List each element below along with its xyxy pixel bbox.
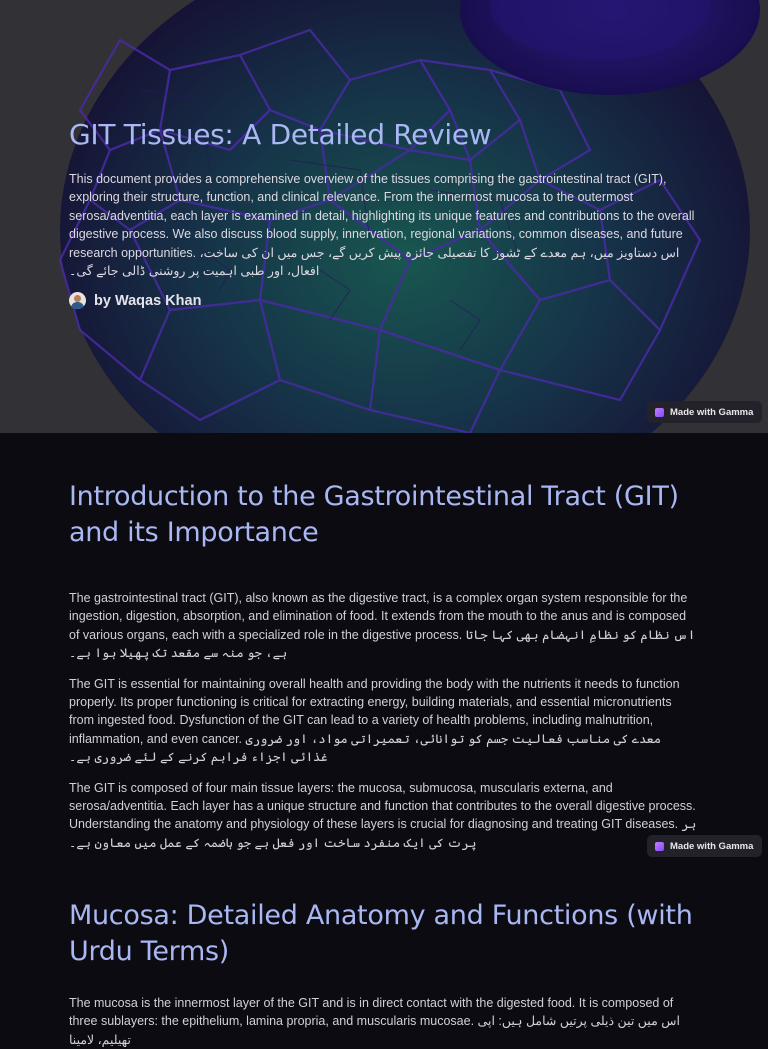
author-line xyxy=(69,292,699,309)
badge-label: Made with Gamma xyxy=(670,406,754,418)
intro-paragraph-1-en: The gastrointestinal tract (GIT), also known as the digestive tract, is a complex organ system responsible for the ingestion, digestion, absorption, and elimination of food. It extends from the mouth to the anus and is composed of various organs, each with a specialized role in the digestive process. xyxy=(69,591,688,642)
mucosa-paragraph-1-ur: اس میں تین ذیلی پرتیں شامل ہیں: اپی تھیلیم، لامینا xyxy=(69,1014,680,1047)
hero-description-en: This document provides a comprehensive overview of the tissues comprising the gastrointestinal tract (GIT), exploring their structure, function, and clinical relevance. From the innermost mucosa to the outermost serosa/adventitia, each layer is examined in detail, highlighting its unique features and contributions to the overall digestive process. We also discuss blood supply, innervation, regional variations, common diseases, and future research opportunities. xyxy=(69,172,695,260)
gamma-logo-icon xyxy=(655,842,664,851)
author-name: by Waqas Khan xyxy=(94,292,202,309)
mucosa-paragraph-1 xyxy=(69,994,699,1049)
hero-description-ur: اس دستاویز میں، ہم معدے کے ٹشوز کا تفصیلی جائزہ پیش کریں گے، جس میں ان کی ساخت، افعال، اور طبی اہمیت پر روشنی ڈالی جائے گی۔ xyxy=(69,245,680,279)
gamma-logo-icon xyxy=(655,408,664,417)
made-with-gamma-badge[interactable] xyxy=(647,401,762,423)
intro-paragraph-1 xyxy=(69,589,699,663)
hero-description xyxy=(69,170,699,280)
mucosa-heading: Mucosa: Detailed Anatomy and Functions (with Urdu Terms) xyxy=(69,900,693,967)
intro-section xyxy=(0,479,699,852)
mucosa-section xyxy=(0,898,699,1049)
mucosa-paragraph-1-en: The mucosa is the innermost layer of the GIT and is in direct contact with the digested food. It is composed of three sublayers: the epithelium, lamina propria, and muscularis mucosae. xyxy=(69,996,674,1029)
intro-paragraph-2-en: The GIT is essential for maintaining overall health and providing the body with the nutrients it needs to function properly. Its proper functioning is critical for extracting energy, building materials, and essential micronutrients from ingested food. Dysfunction of the GIT can lead to a variety of health problems, including malnutrition, inflammation, and even cancer. xyxy=(69,676,680,746)
intro-paragraph-2 xyxy=(69,675,699,767)
intro-paragraph-3-ur: ہر پرت کی ایک منفرد ساخت اور فعل ہے جو ہاضمہ کے عمل میں معاون ہے۔ xyxy=(69,817,697,850)
intro-paragraph-1-ur: اس نظام کو نظامِ انہضام بھی کہا جاتا ہے، جو منہ سے مقعد تک پھیلا ہوا ہے۔ xyxy=(69,627,696,661)
hero-content xyxy=(69,116,699,309)
avatar xyxy=(69,292,86,309)
intro-paragraph-3 xyxy=(69,779,699,853)
intro-paragraph-3-en: The GIT is composed of four main tissue layers: the mucosa, submucosa, muscularis externa, and serosa/adventitia. Each layer has a unique structure and function that contributes to the overall digestive process. Understanding the anatomy and physiology of these layers is crucial for diagnosing and treating GIT diseases. xyxy=(69,780,696,832)
made-with-gamma-badge[interactable] xyxy=(647,835,762,857)
badge-label: Made with Gamma xyxy=(670,840,754,852)
hero-section xyxy=(0,0,768,433)
intro-paragraph-2-ur: معدے کی مناسب فعالیت جسم کو توانائی، تعمیراتی مواد، اور ضروری غذائی اجزاء فراہم کرنے کے لئے ضروری ہے۔ xyxy=(69,731,662,765)
intro-heading: Introduction to the Gastrointestinal Tract (GIT) and its Importance xyxy=(69,481,679,548)
page-title: GIT Tissues: A Detailed Review xyxy=(69,118,492,151)
